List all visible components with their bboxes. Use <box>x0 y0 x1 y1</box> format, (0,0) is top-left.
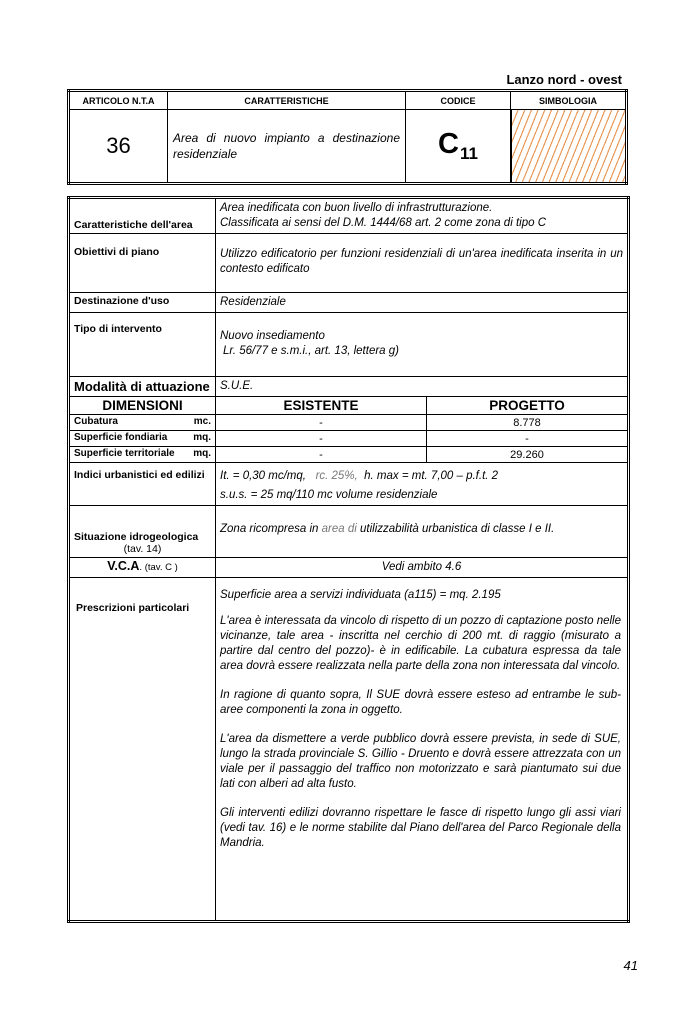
label-indici: Indici urbanistici ed edilizi <box>69 463 216 506</box>
value-vca: Vedi ambito 4.6 <box>216 558 629 578</box>
vca-tav: . (tav. C ) <box>139 562 178 573</box>
col-header-caratteristiche: CARATTERISTICHE <box>168 91 406 110</box>
cubatura-progetto: 8.778 <box>427 415 629 431</box>
sup-territoriale-label: Superficie territoriale <box>74 448 175 459</box>
progetto-header: PROGETTO <box>427 397 629 415</box>
label-vca <box>69 558 216 578</box>
label-prescrizioni: Prescrizioni particolari <box>69 578 216 922</box>
indici-line-1 <box>220 469 623 484</box>
prescrizioni-paragraph: L'area da dismettere a verde pubblico dovrà essere prevista, in sede di SUE, lungo la strada provinciale S. Gillio - Druento e dovrà essere attrezzata con un viale per il passaggio del traffico non motorizzato e sarà piantumato sui due lati con alberi ad alta fusto. <box>220 733 621 790</box>
sup-fondiaria-label: Superficie fondiaria <box>74 432 168 443</box>
caratteristiche-line-2: Classificata ai sensi del D.M. 1444/68 art. 2 come zona di tipo C <box>220 217 546 229</box>
prescrizioni-paragraph: Gli interventi edilizi dovranno rispettare le fasce di rispetto lungo gli assi viari (vedi tav. 16) e le norme stabilite dal Piano dell'area del Parco Regionale della Mandria. <box>220 807 621 849</box>
label-destinazione: Destinazione d'uso <box>69 293 216 313</box>
indici-it: It. = 0,30 mc/mq, <box>220 470 306 482</box>
value-prescrizioni <box>216 578 629 922</box>
label-modalita: Modalità di attuazione <box>69 377 216 397</box>
value-obiettivi: Utilizzo edificatorio per funzioni residenziali di un'area inedificata inserita in un contesto edificato <box>216 234 629 293</box>
prescrizioni-paragraph: L'area è interessata da vincolo di rispetto di un pozzo di captazione posto nelle vicinanze, tale area - inscritta nel cerchio di 200 mt. di raggio (misurato a partire dal centro del pozzo)- è in edificabile. La cubatura espressa da tale area dovrà essere realizzata nella parte della zona non interessata dal vincolo. <box>220 615 621 672</box>
zone-details-table <box>67 196 630 923</box>
sup-fondiaria-progetto: - <box>427 431 629 447</box>
sup-territoriale-unit: mq. <box>193 448 211 459</box>
idro-text-c: utilizzabilità urbanistica di classe I e II. <box>360 523 555 535</box>
article-number: 36 <box>69 110 168 184</box>
idro-text-b: area di <box>321 523 357 535</box>
value-tipo-intervento <box>216 313 629 377</box>
article-header-table <box>67 89 628 185</box>
zone-code-letter: C <box>438 128 459 160</box>
indici-line-2: s.u.s. = 25 mq/110 mc volume residenziale <box>220 489 438 501</box>
value-modalita: S.U.E. <box>216 377 629 397</box>
sup-fondiaria-esistente: - <box>216 431 427 447</box>
col-header-articolo: ARTICOLO N.T.A <box>69 91 168 110</box>
idrogeologica-tav: (tav. 14) <box>123 543 162 555</box>
label-caratteristiche-area: Caratteristiche dell'area <box>69 198 216 234</box>
page-number: 41 <box>623 958 638 973</box>
tipo-intervento-line-1: Nuovo insediamento <box>220 330 325 342</box>
caratteristiche-line-1: Area inedificata con buon livello di infrastrutturazione. <box>220 202 493 214</box>
label-tipo-intervento: Tipo di intervento <box>69 313 216 377</box>
tipo-intervento-line-2: Lr. 56/77 e s.m.i., art. 13, lettera g) <box>223 345 399 357</box>
prescrizioni-paragraph: In ragione di quanto sopra, Il SUE dovrà essere esteso ad entrambe le sub-aree componenti la zona in oggetto. <box>220 689 621 716</box>
article-description: Area di nuovo impianto a destinazione residenziale <box>168 110 406 184</box>
prescrizioni-paragraph: Superficie area a servizi individuata (a115) = mq. 2.195 <box>220 589 501 601</box>
sup-territoriale-progetto: 29.260 <box>427 447 629 463</box>
zone-code <box>406 110 511 184</box>
value-destinazione: Residenziale <box>216 293 629 313</box>
dimensioni-header: DIMENSIONI <box>69 397 216 415</box>
symbology-cell <box>511 110 627 184</box>
indici-rc: rc. 25%, <box>315 470 358 482</box>
label-idrogeologica <box>69 506 216 558</box>
sup-fondiaria-unit: mq. <box>193 432 211 443</box>
sup-territoriale-esistente: - <box>216 447 427 463</box>
cubatura-unit: mc. <box>193 416 211 427</box>
zone-code-subscript: 11 <box>459 144 478 163</box>
cubatura-label: Cubatura <box>74 416 118 427</box>
indici-hmax: h. max = mt. 7,00 – p.f.t. 2 <box>364 470 499 482</box>
value-caratteristiche-area <box>216 198 629 234</box>
esistente-header: ESISTENTE <box>216 397 427 415</box>
dim-row-label <box>69 415 216 431</box>
idrogeologica-label-text: Situazione idrogeologica <box>74 531 199 543</box>
idro-text-a: Zona ricompresa in <box>220 523 319 535</box>
col-header-codice: CODICE <box>406 91 511 110</box>
label-obiettivi: Obiettivi di piano <box>69 234 216 293</box>
value-idrogeologica <box>216 506 629 558</box>
dim-row-label <box>69 431 216 447</box>
hatch-symbol-icon <box>511 110 625 182</box>
area-title: Lanzo nord - ovest <box>506 72 622 87</box>
col-header-simbologia: SIMBOLOGIA <box>511 91 627 110</box>
vca-label-text: V.C.A <box>107 559 140 573</box>
dim-row-label <box>69 447 216 463</box>
value-indici <box>216 463 629 506</box>
cubatura-esistente: - <box>216 415 427 431</box>
